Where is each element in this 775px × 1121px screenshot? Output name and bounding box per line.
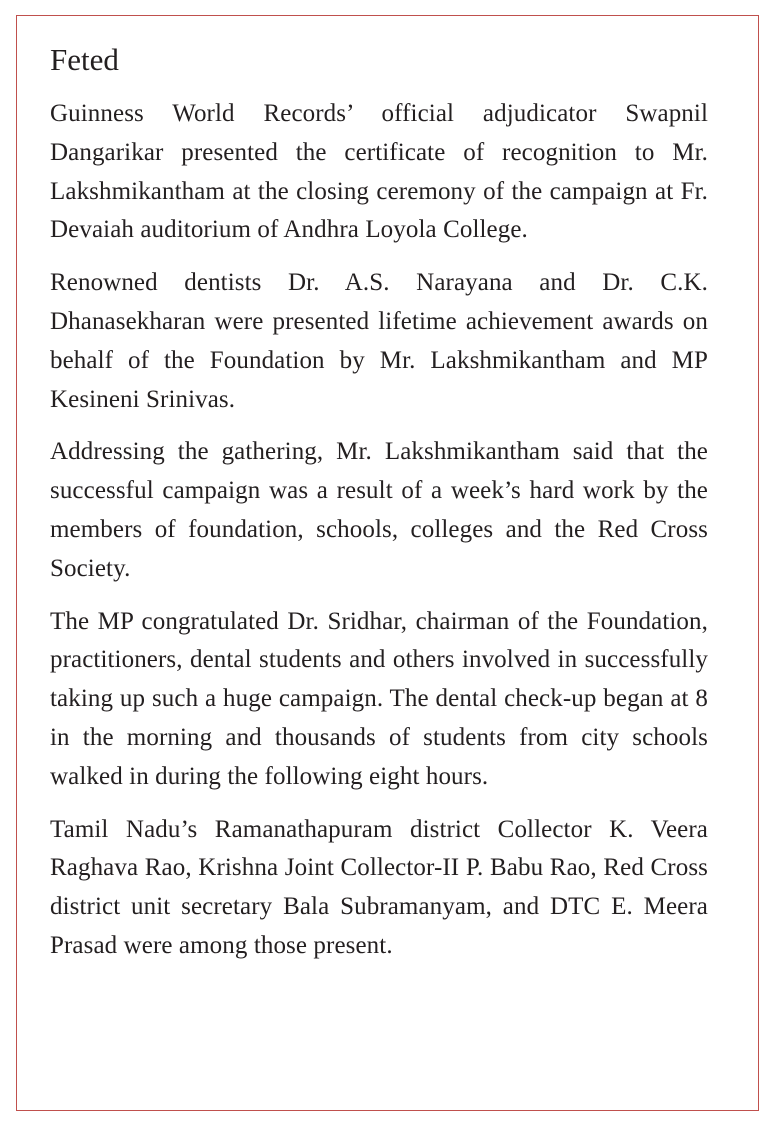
article-content <box>50 38 708 980</box>
article-paragraph: Addressing the gathering, Mr. Lakshmikantham said that the successful campaign was a result of a week’s hard work by the members of foundation, schools, colleges and the Red Cross Society. <box>50 438 708 582</box>
article-paragraph: Guinness World Records’ official adjudicator Swapnil Dangarikar presented the certificate of recognition to Mr. Lakshmikantham at the closing ceremony of the campaign at Fr. Devaiah auditorium of Andhra Loyola College. <box>50 100 708 244</box>
article-paragraph: Tamil Nadu’s Ramanathapuram district Collector K. Veera Raghava Rao, Krishna Joint Collector-II P. Babu Rao, Red Cross district unit secretary Bala Subramanyam, and DTC E. Meera Prasad were among those present. <box>50 815 708 959</box>
article-paragraph: Renowned dentists Dr. A.S. Narayana and Dr. C.K. Dhanasekharan were presented lifetime achievement awards on behalf of the Foundation by Mr. Lakshmikantham and MP Kesineni Srinivas. <box>50 269 708 413</box>
article-paragraph: The MP congratulated Dr. Sridhar, chairman of the Foundation, practitioners, dental students and others involved in successfully taking up such a huge campaign. The dental check-up began at 8 in the morning and thousands of students from city schools walked in during the following eight hours. <box>50 607 708 790</box>
article-heading: Feted <box>50 42 119 77</box>
